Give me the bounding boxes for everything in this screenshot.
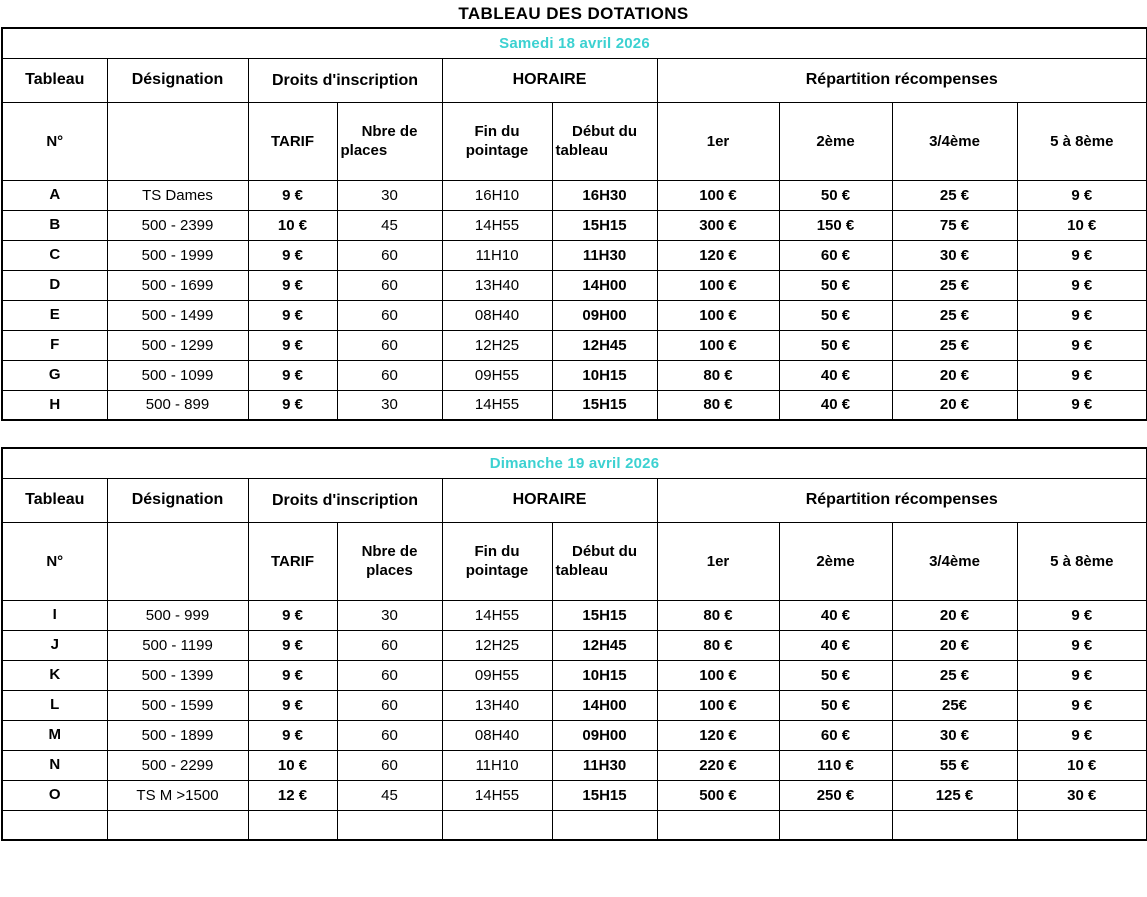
- cell-tableau-letter: N: [2, 750, 107, 780]
- dotations-table-sunday: [1, 447, 1147, 841]
- cell-prix-2eme: 50 €: [779, 330, 892, 360]
- subheader-tarif: TARIF: [248, 102, 337, 180]
- cell-nbre-places: 60: [337, 360, 442, 390]
- cell-prix-5-8eme: 9 €: [1017, 270, 1147, 300]
- cell-tableau-letter: J: [2, 630, 107, 660]
- cell-debut-tableau: 16H30: [552, 180, 657, 210]
- cell-prix-2eme: 150 €: [779, 210, 892, 240]
- cell-prix-1er: 100 €: [657, 300, 779, 330]
- cell-tableau-letter: K: [2, 660, 107, 690]
- cell-prix-1er: 120 €: [657, 720, 779, 750]
- cell-designation: 500 - 2299: [107, 750, 248, 780]
- cell-debut-tableau: 09H00: [552, 300, 657, 330]
- table-row: [2, 600, 1147, 630]
- cell-prix-1er: 80 €: [657, 360, 779, 390]
- cell-debut-tableau: 11H30: [552, 240, 657, 270]
- cell-fin-pointage: 08H40: [442, 720, 552, 750]
- cell-designation: 500 - 1499: [107, 300, 248, 330]
- table-row: [2, 180, 1147, 210]
- cell-prix-2eme: 250 €: [779, 780, 892, 810]
- cell-nbre-places: 60: [337, 690, 442, 720]
- cell-prix-3-4eme: 20 €: [892, 630, 1017, 660]
- cell-tarif: 9 €: [248, 270, 337, 300]
- table-row: [2, 720, 1147, 750]
- subheader-numero: N°: [2, 102, 107, 180]
- cell-tableau-letter: E: [2, 300, 107, 330]
- cell-prix-2eme: 60 €: [779, 720, 892, 750]
- cell-prix-3-4eme: 25€: [892, 690, 1017, 720]
- subheader-designation-blank: [107, 102, 248, 180]
- cell-prix-1er: 300 €: [657, 210, 779, 240]
- cell-debut-tableau: 14H00: [552, 270, 657, 300]
- cell-debut-tableau: 09H00: [552, 720, 657, 750]
- cell-designation: 500 - 999: [107, 600, 248, 630]
- subheader-prix-3-4eme: 3/4ème: [892, 522, 1017, 600]
- cell-prix-5-8eme: 9 €: [1017, 300, 1147, 330]
- header-designation: Désignation: [107, 478, 248, 522]
- table-body-sunday: [2, 600, 1147, 840]
- cell-prix-3-4eme: 25 €: [892, 330, 1017, 360]
- cell-fin-pointage: 14H55: [442, 390, 552, 420]
- cell-designation: 500 - 899: [107, 390, 248, 420]
- cell-prix-5-8eme: 9 €: [1017, 330, 1147, 360]
- subheader-prix-5-8eme: 5 à 8ème: [1017, 522, 1147, 600]
- cell-nbre-places: 45: [337, 210, 442, 240]
- cell-nbre-places: 60: [337, 240, 442, 270]
- header-droits-inscription: Droits d'inscription: [248, 478, 442, 522]
- cell-tarif: 9 €: [248, 390, 337, 420]
- cell-prix-5-8eme: 9 €: [1017, 180, 1147, 210]
- cell-empty: [337, 810, 442, 840]
- cell-prix-1er: 80 €: [657, 600, 779, 630]
- sub-header-row: [2, 102, 1147, 180]
- cell-debut-tableau: 12H45: [552, 330, 657, 360]
- cell-prix-5-8eme: 9 €: [1017, 240, 1147, 270]
- table-separator: [0, 421, 1147, 447]
- cell-empty: [892, 810, 1017, 840]
- table-row: [2, 210, 1147, 240]
- cell-prix-2eme: 50 €: [779, 690, 892, 720]
- cell-debut-tableau: 11H30: [552, 750, 657, 780]
- table-row: [2, 690, 1147, 720]
- cell-prix-3-4eme: 20 €: [892, 360, 1017, 390]
- cell-prix-3-4eme: 125 €: [892, 780, 1017, 810]
- cell-empty: [442, 810, 552, 840]
- cell-tableau-letter: M: [2, 720, 107, 750]
- table-body-saturday: [2, 180, 1147, 420]
- table-row-empty: [2, 810, 1147, 840]
- cell-tarif: 9 €: [248, 180, 337, 210]
- table-row: [2, 240, 1147, 270]
- cell-prix-2eme: 40 €: [779, 360, 892, 390]
- cell-empty: [657, 810, 779, 840]
- cell-prix-1er: 100 €: [657, 690, 779, 720]
- cell-prix-3-4eme: 55 €: [892, 750, 1017, 780]
- cell-fin-pointage: 12H25: [442, 630, 552, 660]
- cell-debut-tableau: 14H00: [552, 690, 657, 720]
- cell-tableau-letter: C: [2, 240, 107, 270]
- table-row: [2, 270, 1147, 300]
- subheader-prix-1er: 1er: [657, 522, 779, 600]
- cell-designation: 500 - 1699: [107, 270, 248, 300]
- cell-designation: TS M >1500: [107, 780, 248, 810]
- cell-tableau-letter: I: [2, 600, 107, 630]
- cell-prix-2eme: 50 €: [779, 660, 892, 690]
- subheader-designation-blank: [107, 522, 248, 600]
- cell-designation: 500 - 1399: [107, 660, 248, 690]
- cell-empty: [552, 810, 657, 840]
- cell-prix-1er: 100 €: [657, 330, 779, 360]
- cell-nbre-places: 60: [337, 300, 442, 330]
- cell-tarif: 10 €: [248, 210, 337, 240]
- subheader-prix-2eme: 2ème: [779, 102, 892, 180]
- cell-debut-tableau: 15H15: [552, 600, 657, 630]
- cell-prix-2eme: 50 €: [779, 270, 892, 300]
- cell-empty: [1017, 810, 1147, 840]
- cell-prix-5-8eme: 9 €: [1017, 720, 1147, 750]
- subheader-tarif: TARIF: [248, 522, 337, 600]
- cell-prix-1er: 120 €: [657, 240, 779, 270]
- cell-prix-1er: 500 €: [657, 780, 779, 810]
- cell-tarif: 9 €: [248, 660, 337, 690]
- cell-prix-3-4eme: 25 €: [892, 300, 1017, 330]
- cell-nbre-places: 30: [337, 390, 442, 420]
- cell-prix-2eme: 110 €: [779, 750, 892, 780]
- cell-prix-5-8eme: 9 €: [1017, 390, 1147, 420]
- cell-fin-pointage: 09H55: [442, 660, 552, 690]
- cell-tableau-letter: O: [2, 780, 107, 810]
- cell-prix-2eme: 40 €: [779, 630, 892, 660]
- cell-designation: 500 - 1299: [107, 330, 248, 360]
- cell-fin-pointage: 08H40: [442, 300, 552, 330]
- cell-fin-pointage: 14H55: [442, 780, 552, 810]
- cell-designation: 500 - 1099: [107, 360, 248, 390]
- cell-prix-1er: 80 €: [657, 630, 779, 660]
- cell-designation: 500 - 1199: [107, 630, 248, 660]
- cell-prix-1er: 100 €: [657, 270, 779, 300]
- date-banner-row: [2, 28, 1147, 58]
- table-row: [2, 660, 1147, 690]
- cell-prix-3-4eme: 25 €: [892, 270, 1017, 300]
- subheader-prix-3-4eme: 3/4ème: [892, 102, 1017, 180]
- cell-prix-1er: 80 €: [657, 390, 779, 420]
- table-row: [2, 630, 1147, 660]
- cell-prix-3-4eme: 30 €: [892, 720, 1017, 750]
- cell-fin-pointage: 12H25: [442, 330, 552, 360]
- cell-tableau-letter: H: [2, 390, 107, 420]
- date-banner-row: [2, 448, 1147, 478]
- cell-prix-3-4eme: 20 €: [892, 600, 1017, 630]
- cell-tableau-letter: G: [2, 360, 107, 390]
- cell-prix-1er: 100 €: [657, 660, 779, 690]
- cell-debut-tableau: 12H45: [552, 630, 657, 660]
- page-title: TABLEAU DES DOTATIONS: [458, 4, 689, 23]
- subheader-nbre-places: Nbre de places: [337, 522, 442, 600]
- cell-empty: [2, 810, 107, 840]
- cell-nbre-places: 60: [337, 660, 442, 690]
- cell-tarif: 9 €: [248, 240, 337, 270]
- cell-prix-1er: 220 €: [657, 750, 779, 780]
- cell-prix-5-8eme: 9 €: [1017, 630, 1147, 660]
- cell-tableau-letter: A: [2, 180, 107, 210]
- cell-tarif: 9 €: [248, 330, 337, 360]
- subheader-prix-1er: 1er: [657, 102, 779, 180]
- dotations-table-saturday: [1, 27, 1147, 421]
- sub-header-row: [2, 522, 1147, 600]
- cell-nbre-places: 60: [337, 750, 442, 780]
- cell-tarif: 12 €: [248, 780, 337, 810]
- table-row: [2, 780, 1147, 810]
- cell-prix-5-8eme: 10 €: [1017, 210, 1147, 240]
- subheader-prix-2eme: 2ème: [779, 522, 892, 600]
- table-row: [2, 300, 1147, 330]
- cell-prix-3-4eme: 20 €: [892, 390, 1017, 420]
- cell-debut-tableau: 15H15: [552, 390, 657, 420]
- cell-prix-2eme: 50 €: [779, 180, 892, 210]
- cell-prix-3-4eme: 30 €: [892, 240, 1017, 270]
- cell-prix-3-4eme: 75 €: [892, 210, 1017, 240]
- cell-prix-2eme: 40 €: [779, 600, 892, 630]
- cell-prix-2eme: 60 €: [779, 240, 892, 270]
- cell-designation: 500 - 1899: [107, 720, 248, 750]
- cell-prix-5-8eme: 9 €: [1017, 660, 1147, 690]
- cell-debut-tableau: 10H15: [552, 660, 657, 690]
- cell-fin-pointage: 14H55: [442, 600, 552, 630]
- cell-tableau-letter: D: [2, 270, 107, 300]
- cell-nbre-places: 30: [337, 600, 442, 630]
- subheader-fin-pointage: Fin du pointage: [442, 102, 552, 180]
- cell-designation: 500 - 1599: [107, 690, 248, 720]
- cell-fin-pointage: 11H10: [442, 750, 552, 780]
- cell-nbre-places: 45: [337, 780, 442, 810]
- cell-tarif: 9 €: [248, 300, 337, 330]
- header-designation: Désignation: [107, 58, 248, 102]
- cell-tarif: 9 €: [248, 690, 337, 720]
- cell-fin-pointage: 11H10: [442, 240, 552, 270]
- cell-debut-tableau: 10H15: [552, 360, 657, 390]
- header-repartition-recompenses: Répartition récompenses: [657, 478, 1147, 522]
- cell-tableau-letter: L: [2, 690, 107, 720]
- cell-empty: [107, 810, 248, 840]
- cell-nbre-places: 60: [337, 720, 442, 750]
- header-droits-inscription: Droits d'inscription: [248, 58, 442, 102]
- cell-debut-tableau: 15H15: [552, 210, 657, 240]
- cell-designation: 500 - 2399: [107, 210, 248, 240]
- cell-prix-2eme: 40 €: [779, 390, 892, 420]
- table-row: [2, 750, 1147, 780]
- cell-nbre-places: 60: [337, 330, 442, 360]
- cell-prix-5-8eme: 10 €: [1017, 750, 1147, 780]
- group-header-row: [2, 478, 1147, 522]
- cell-prix-5-8eme: 9 €: [1017, 360, 1147, 390]
- date-label-saturday: Samedi 18 avril 2026: [2, 28, 1147, 58]
- cell-nbre-places: 60: [337, 630, 442, 660]
- cell-prix-1er: 100 €: [657, 180, 779, 210]
- cell-prix-5-8eme: 9 €: [1017, 600, 1147, 630]
- cell-prix-5-8eme: 9 €: [1017, 690, 1147, 720]
- cell-fin-pointage: 16H10: [442, 180, 552, 210]
- cell-prix-2eme: 50 €: [779, 300, 892, 330]
- cell-designation: TS Dames: [107, 180, 248, 210]
- group-header-row: [2, 58, 1147, 102]
- header-horaire: HORAIRE: [442, 478, 657, 522]
- table-row: [2, 390, 1147, 420]
- subheader-debut-tableau: Début du tableau: [552, 102, 657, 180]
- date-label-sunday: Dimanche 19 avril 2026: [2, 448, 1147, 478]
- header-horaire: HORAIRE: [442, 58, 657, 102]
- cell-empty: [779, 810, 892, 840]
- cell-fin-pointage: 09H55: [442, 360, 552, 390]
- cell-prix-3-4eme: 25 €: [892, 660, 1017, 690]
- cell-tarif: 9 €: [248, 630, 337, 660]
- header-repartition-recompenses: Répartition récompenses: [657, 58, 1147, 102]
- cell-tarif: 9 €: [248, 600, 337, 630]
- cell-empty: [248, 810, 337, 840]
- subheader-prix-5-8eme: 5 à 8ème: [1017, 102, 1147, 180]
- cell-tarif: 10 €: [248, 750, 337, 780]
- cell-nbre-places: 30: [337, 180, 442, 210]
- header-tableau: Tableau: [2, 478, 107, 522]
- cell-prix-3-4eme: 25 €: [892, 180, 1017, 210]
- cell-designation: 500 - 1999: [107, 240, 248, 270]
- header-tableau: Tableau: [2, 58, 107, 102]
- cell-fin-pointage: 14H55: [442, 210, 552, 240]
- cell-fin-pointage: 13H40: [442, 270, 552, 300]
- cell-tarif: 9 €: [248, 360, 337, 390]
- cell-fin-pointage: 13H40: [442, 690, 552, 720]
- subheader-numero: N°: [2, 522, 107, 600]
- table-row: [2, 360, 1147, 390]
- cell-nbre-places: 60: [337, 270, 442, 300]
- cell-tarif: 9 €: [248, 720, 337, 750]
- cell-prix-5-8eme: 30 €: [1017, 780, 1147, 810]
- subheader-nbre-places: Nbre de places: [337, 102, 442, 180]
- cell-tableau-letter: F: [2, 330, 107, 360]
- subheader-fin-pointage: Fin du pointage: [442, 522, 552, 600]
- table-row: [2, 330, 1147, 360]
- cell-tableau-letter: B: [2, 210, 107, 240]
- cell-debut-tableau: 15H15: [552, 780, 657, 810]
- subheader-debut-tableau: Début du tableau: [552, 522, 657, 600]
